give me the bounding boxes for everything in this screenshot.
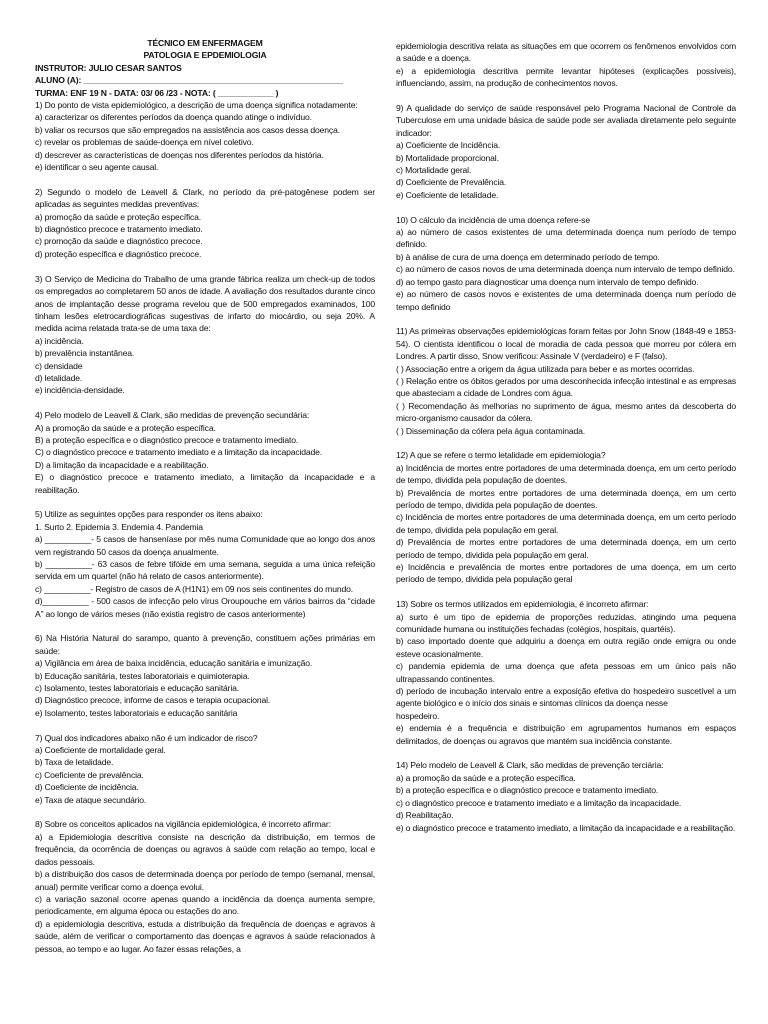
answer-option: b) Educação sanitária, testes laboratoriais e quimioterapia. <box>35 670 250 681</box>
answer-option: e) identificar o seu agente causal. <box>35 162 159 173</box>
answer-option: d)__________ - 500 casos de infecção pelo vírus Oroupouche em vários bairros da “cidade A” ao longo de vários meses (não existia registro de casos anteriormente) <box>35 596 375 619</box>
answer-option: b) Mortalidade proporcional. <box>396 152 499 163</box>
answer-option: c) __________- Registro de casos de A (H1N1) em 09 nos seis continentes do mundo. <box>35 583 353 594</box>
exam-header <box>35 37 375 99</box>
question-block <box>396 598 736 747</box>
answer-option: c) promoção da saúde e diagnóstico precoce. <box>35 236 203 247</box>
answer-option: e) Incidência e prevalência de mortes entre portadores de uma doença, em um certo período de tempo, dividida pela população geral <box>396 562 736 585</box>
question-block <box>35 732 375 806</box>
answer-option: b) a distribuição dos casos de determinada doença por período de tempo (semanal, mensal, anual) permite verificar como a doença evolui. <box>35 869 375 892</box>
question-text: 9) A qualidade do serviço de saúde responsável pelo Programa Nacional de Controle da Tuberculose em uma unidade básica de saúde pode ser avaliada diretamente pelo seguinte indicador: <box>396 103 736 138</box>
answer-option: B) a proteção específica e o diagnóstico precoce e tratamento imediato. <box>35 434 299 445</box>
left-column <box>35 37 375 955</box>
answer-option: e) o diagnóstico precoce e tratamento imediato, a limitação da incapacidade e a reabilitação. <box>396 822 736 833</box>
answer-option: c) Isolamento, testes laboratoriais e educação sanitária. <box>35 683 240 694</box>
answer-option: d) Coeficiente de Prevalência. <box>396 177 507 188</box>
answer-option: b) __________- 63 casos de febre tifóide em uma semana, seguida a uma única refeição servida em um quartel (não há relato de casos anteriormente). <box>35 559 375 582</box>
question-text: 10) O cálculo da incidência de uma doença refere-se <box>396 214 590 225</box>
answer-option: a) a promoção da saúde e a proteção específica. <box>396 772 576 783</box>
answer-option: e) incidência-densidade. <box>35 385 125 396</box>
answer-option: d) período de incubação intervalo entre a exposição efetiva do hospedeiro suscetível a um agente biológico e o início dos sinais e sintomas clínicos da doença nesse <box>396 686 736 709</box>
class-line: TURMA: ENF 19 N - DATA: 03/ 06 /23 - NOTA: ( ____________ ) <box>35 87 279 98</box>
course-title: TÉCNICO EM ENFERMAGEM <box>147 38 263 48</box>
answer-option: b) Taxa de letalidade. <box>35 757 114 768</box>
answer-option: a) Vigilância em área de baixa incidência, educação sanitária e imunização. <box>35 658 313 669</box>
answer-option: b) Prevalência de mortes entre portadores de uma determinada doença, em um certo período de tempo, dividida pela população de doentes. <box>396 487 736 510</box>
answer-option: a) __________- 5 casos de hanseníase por mês numa Comunidade que ao longo dos anos vem registrando 50 casos da doença anualmente. <box>35 534 375 557</box>
answer-option: b) valiar os recursos que são empregados na assistência aos casos dessa doença. <box>35 124 340 135</box>
question-text: 5) Utilize as seguintes opções para responder os itens abaixo: <box>35 509 263 520</box>
question-block <box>396 759 736 833</box>
student-line: ALUNO (A): ________________________________________________________ <box>35 75 343 86</box>
answer-option: c) Incidência de mortes entre portadores de uma determinada doença, em um certo período de tempo, dividida pela população em geral. <box>396 512 736 535</box>
question-text: 13) Sobre os termos utilizados em epidemiologia, é incorreto afirmar: <box>396 599 649 610</box>
answer-option: b) à análise de cura de uma doença em determinado período de tempo. <box>396 251 660 262</box>
question-block <box>35 632 375 719</box>
answer-option: C) o diagnóstico precoce e tratamento imediato e a limitação da incapacidade. <box>35 447 323 458</box>
answer-option: e) Coeficiente de letalidade. <box>396 189 499 200</box>
question-block <box>35 409 375 496</box>
answer-option: d) ao tempo gasto para diagnosticar uma doença num intervalo de tempo definido. <box>396 276 699 287</box>
answer-option: c) Mortalidade geral. <box>396 165 472 176</box>
question-block <box>396 325 736 437</box>
question-block <box>35 186 375 260</box>
answer-option: e) ao número de casos novos e existentes de uma determinada doença num período de tempo definido <box>396 289 736 312</box>
answer-option: hospedeiro. <box>396 710 440 721</box>
answer-option: ( ) Associação entre a origem da água utilizada para beber e as mortes ocorridas. <box>396 363 695 374</box>
answer-option: c) ao número de casos novos de uma determinada doença num intervalo de tempo definido. <box>396 264 735 275</box>
question-text: 3) O Serviço de Medicina do Trabalho de uma grande fábrica realiza um check-up de todos os empregados ao completarem 50 anos de idade. A avaliação dos resultados durante cinco anos de implantação desse programa revelou que de 500 empregados examinados, 100 tinham lesões eletrocardiográficas sugestivas de infarto do miocárdio, ou seja 20%. A medida acima relatada trata-se de uma taxa de: <box>35 273 375 334</box>
question-text: epidemiologia descritiva relata as situações em que ocorrem os fenômenos envolvidos com a saúde e a doença. <box>396 41 736 64</box>
question-block <box>396 214 736 313</box>
answer-option: 1. Surto 2. Epidemia 3. Endemia 4. Pandemia <box>35 521 203 532</box>
answer-option: d) letalidade. <box>35 372 83 383</box>
question-text: 7) Qual dos indicadores abaixo não é um indicador de risco? <box>35 732 258 743</box>
answer-option: E) o diagnóstico precoce e tratamento imediato, a limitação da incapacidade e a reabilitação. <box>35 472 375 495</box>
question-block <box>35 508 375 620</box>
answer-option: a) surto é um tipo de epidemia de proporções reduzidas, atingindo uma pequena comunidade humana ou instituições fechadas (colégios, hospitais, quartéis). <box>396 611 736 635</box>
answer-option: e) Isolamento, testes laboratoriais e educação sanitária <box>35 707 238 718</box>
answer-option: d) Diagnóstico precoce, informe de casos e terapia ocupacional. <box>35 695 271 706</box>
answer-option: b) a proteção específica e o diagnóstico precoce e tratamento imediato. <box>396 785 659 796</box>
answer-option: a) incidência. <box>35 335 84 346</box>
question-text: 2) Segundo o modelo de Leavell & Clark, no período da pré-patogênese podem ser aplicadas as seguintes medidas preventivas: <box>35 186 375 210</box>
answer-option: c) densidade <box>35 360 83 371</box>
answer-option: a) ao número de casos existentes de uma determinada doença num período de tempo definido. <box>396 227 736 250</box>
question-text: 6) Na História Natural do sarampo, quanto à prevenção, constituem ações primárias em saúde: <box>35 633 375 656</box>
question-block <box>35 818 375 954</box>
answer-option: e) a epidemiologia descritiva permite levantar hipóteses (explicações possíveis), influenciando, assim, na produção de conhecimentos novos. <box>396 65 736 89</box>
answer-option: ( ) Disseminação da cólera pela água contaminada. <box>396 425 585 436</box>
question-text: 4) Pelo modelo de Leavell & Clark, são medidas de prevenção secundária: <box>35 410 310 421</box>
answer-option: b) diagnóstico precoce e tratamento imediato. <box>35 224 203 235</box>
question-text: 12) A que se refere o termo letalidade em epidemiologia? <box>396 450 606 461</box>
answer-option: d) Reabilitação. <box>396 810 454 821</box>
answer-option: ( ) Recomendação às melhorias no suprimento de água, mesmo antes da descoberta do micro-organismo causador da cólera. <box>396 400 736 424</box>
answer-option: d) proteção específica e diagnóstico precoce. <box>35 248 202 259</box>
answer-option: d) descrever as características de doenças nos diferentes períodos da história. <box>35 149 324 160</box>
answer-option: a) promoção da saúde e proteção específica. <box>35 211 202 222</box>
question-text: 14) Pelo modelo de Leavell & Clark, são medidas de prevenção terciária: <box>396 760 664 771</box>
course-subtitle: PATOLOGIA E EPDEMIOLOGIA <box>143 50 267 61</box>
answer-option: e) endemia é a frequência e distribuição em agrupamentos humanos em espaços delimitados, de doenças ou agravos que mantém sua incidência constante. <box>396 723 736 746</box>
answer-option: a) Incidência de mortes entre portadores de uma determinada doença, em um certo período de tempo, dividida pela população de doentes. <box>396 462 736 486</box>
answer-option: b) caso importado doente que adquiriu a doença em outra região onde emigra ou onde esteve ocasionalmente. <box>396 636 736 659</box>
answer-option: c) revelar os problemas de saúde-doença em nível coletivo. <box>35 137 254 148</box>
question-8-continuation <box>396 40 736 90</box>
answer-option: c) Coeficiente de prevalência. <box>35 769 144 780</box>
answer-option: d) Prevalência de mortes entre portadores de uma determinada doença, em um certo período de tempo, dividida pela população em geral. <box>396 537 736 560</box>
answer-option: a) Coeficiente de Incidência. <box>396 140 501 151</box>
question-text: 8) Sobre os conceitos aplicados na vigilância epidemiológica, é incorreto afirmar: <box>35 819 331 830</box>
answer-option: c) a variação sazonal ocorre apenas quando a incidência da doença aumenta sempre, periodicamente, em alguma época ou estações do ano. <box>35 893 375 917</box>
answer-option: a) caracterizar os diferentes períodos da doença quando atinge o indivíduo. <box>35 112 312 123</box>
answer-option: a) a Epidemiologia descritiva consiste na descrição da distribuição, em termos de frequência, da ocorrência de doenças ou agravos à saúde com relação ao tempo, local e dados pessoais. <box>35 831 375 867</box>
answer-option: b) prevalência instantânea. <box>35 348 135 359</box>
question-block <box>396 102 736 201</box>
answer-option: d) a epidemiologia descritiva, estuda a distribuição da frequência de doenças e agravos à saúde, além de verificar o comportamento das doenças e agravos à saúde relacionados à pessoa, ao tempo e ao lugar. Ao fazer essas relações, a <box>35 918 375 954</box>
instructor-line: INSTRUTOR: JULIO CESAR SANTOS <box>35 62 182 73</box>
answer-option: D) a limitação da incapacidade e a reabilitação. <box>35 459 209 470</box>
question-block <box>35 273 375 397</box>
answer-option: c) o diagnóstico precoce e tratamento imediato e a limitação da incapacidade. <box>396 797 682 808</box>
question-text: 11) As primeiras observações epidemiológicas foram feitas por John Snow (1848-49 e 1853-54). O cientista identificou o local de moradia de cada pessoa que morreu por cólera em Londres. A partir disso, Snow verificou: Assinale V (verdadeiro) e F (falso). <box>396 326 736 362</box>
question-block <box>35 99 375 173</box>
answer-option: A) a promoção da saúde e a proteção específica. <box>35 422 216 433</box>
answer-option: a) Coeficiente de mortalidade geral. <box>35 745 166 756</box>
answer-option: e) Taxa de ataque secundário. <box>35 794 147 805</box>
answer-option: d) Coeficiente de incidência. <box>35 782 139 793</box>
question-text: 1) Do ponto de vista epidemiológico, a descrição de uma doença significa notadamente: <box>35 100 358 111</box>
right-column <box>396 40 736 834</box>
answer-option: ( ) Relação entre os óbitos gerados por uma desconhecida infecção intestinal e as empresas que abasteciam a cidade de Londres com água. <box>396 375 736 399</box>
question-block <box>396 449 736 585</box>
answer-option: c) pandemia epidemia de uma doença que afeta pessoas em um único país não ultrapassando continentes. <box>396 661 736 684</box>
